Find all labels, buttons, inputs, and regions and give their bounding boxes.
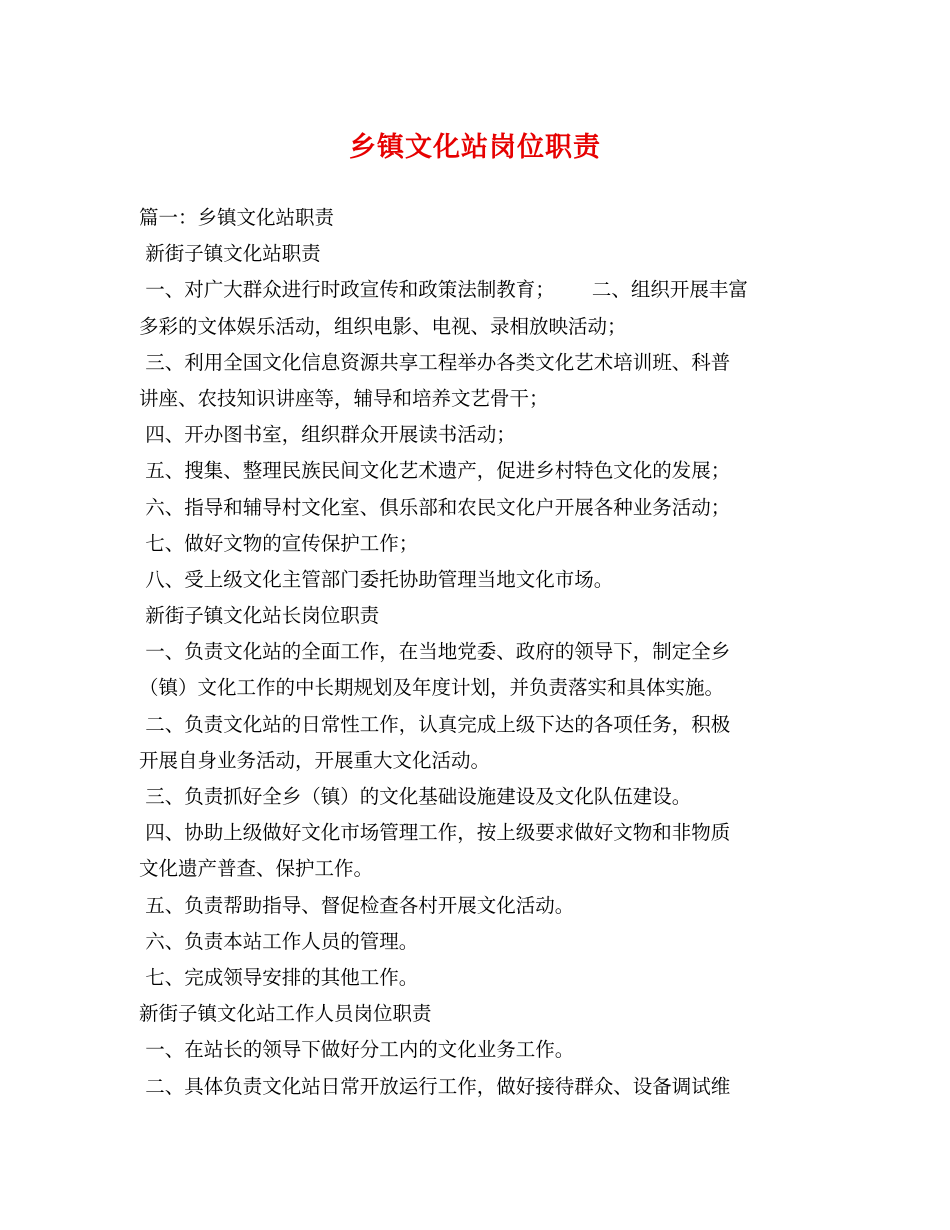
text-line: 四、协助上级做好文化市场管理工作，按上级要求做好文物和非物质 xyxy=(139,821,731,845)
text-line: 开展自身业务活动，开展重大文化活动。 xyxy=(139,748,491,772)
text-line: 二、负责文化站的日常性工作，认真完成上级下达的各项任务，积极 xyxy=(139,712,731,736)
text-line: 一、在站长的领导下做好分工内的文化业务工作。 xyxy=(139,1038,575,1062)
text-line: 七、完成领导安排的其他工作。 xyxy=(139,965,419,989)
text-line: 篇一：乡镇文化站职责 xyxy=(139,206,335,229)
text-line: 多彩的文体娱乐活动，组织电影、电视、录相放映活动； xyxy=(139,314,627,338)
document-body xyxy=(139,200,819,1105)
text-line: 三、负责抓好全乡（镇）的文化基础设施建设及文化队伍建设。 xyxy=(139,785,692,808)
document-title: 乡镇文化站岗位职责 xyxy=(349,132,601,163)
text-line: 八、受上级文化主管部门委托协助管理当地文化市场。 xyxy=(139,567,614,591)
text-line: 新街子镇文化站工作人员岗位职责 xyxy=(139,1002,432,1026)
text-line: 六、指导和辅导村文化室、俱乐部和农民文化户开展各种业务活动； xyxy=(139,495,731,519)
text-line: 五、负责帮助指导、督促检查各村开展文化活动。 xyxy=(139,893,575,917)
text-line: 一、负责文化站的全面工作，在当地党委、政府的领导下，制定全乡 xyxy=(139,640,731,664)
text-line: 新街子镇文化站职责 xyxy=(139,242,321,266)
text-line: 讲座、农技知识讲座等，辅导和培养文艺骨干； xyxy=(139,386,549,410)
text-line: 五、搜集、整理民族民间文化艺术遗产，促进乡村特色文化的发展； xyxy=(139,459,731,483)
text-line: 一、对广大群众进行时政宣传和政策法制教育； 二、组织开展丰富 xyxy=(139,278,748,302)
text-line: 新街子镇文化站长岗位职责 xyxy=(139,604,380,628)
text-line: 六、负责本站工作人员的管理。 xyxy=(139,929,419,953)
text-line: （镇）文化工作的中长期规划及年度计划，并负责落实和具体实施。 xyxy=(139,676,725,700)
text-line: 三、利用全国文化信息资源共享工程举办各类文化艺术培训班、科普 xyxy=(139,350,731,374)
text-line: 二、具体负责文化站日常开放运行工作，做好接待群众、设备调试维 xyxy=(139,1074,731,1098)
text-line: 四、开办图书室，组织群众开展读书活动； xyxy=(139,423,516,447)
text-line: 七、做好文物的宣传保护工作； xyxy=(139,531,419,555)
text-line: 文化遗产普查、保护工作。 xyxy=(139,857,374,881)
